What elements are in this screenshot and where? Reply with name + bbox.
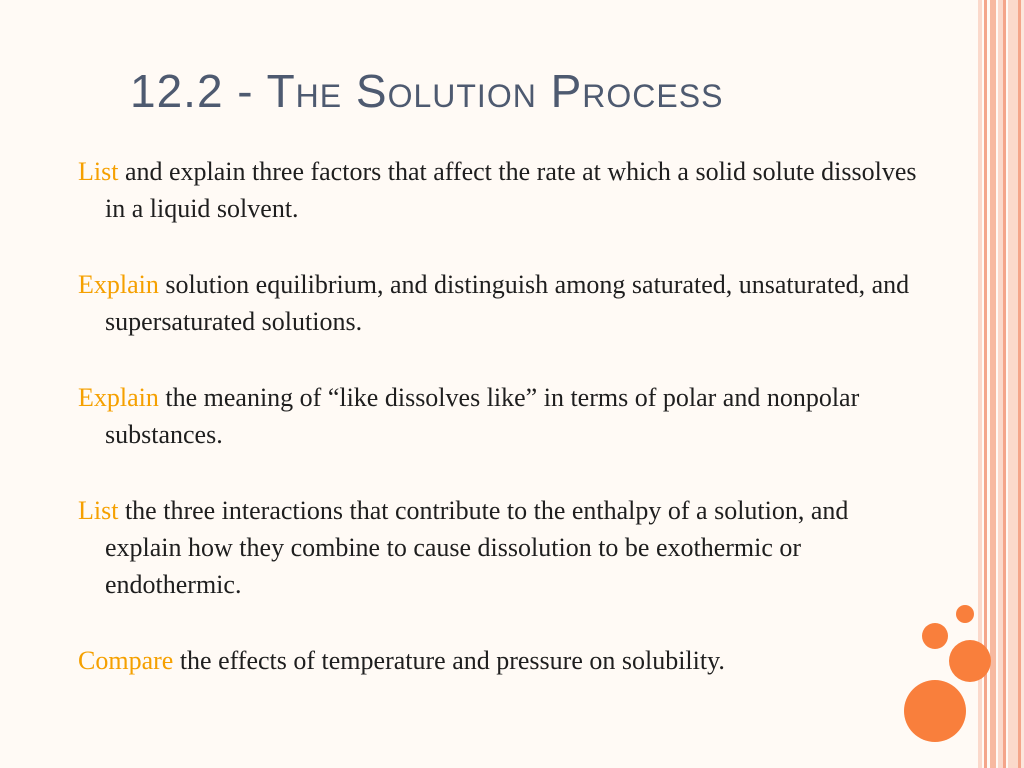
objective-verb: Explain	[78, 383, 159, 412]
objective-verb: Compare	[78, 646, 174, 675]
objective-verb: Explain	[78, 270, 159, 299]
objective-item	[78, 153, 928, 227]
objective-item	[78, 379, 928, 453]
objective-text: the effects of temperature and pressure on solubility.	[173, 646, 725, 675]
objective-item	[78, 642, 928, 679]
objective-text: and explain three factors that affect the rate at which a solid solute dissolves in a liquid solvent.	[105, 157, 917, 223]
objective-verb: List	[78, 496, 119, 525]
dot-circle	[956, 605, 974, 623]
slide-title: 12.2 - The Solution Process	[130, 65, 724, 117]
objective-verb: List	[78, 157, 119, 186]
objective-text: the three interactions that contribute to the enthalpy of a solution, and explain how they combine to cause dissolution to be exothermic or endothermic.	[105, 496, 849, 599]
decorative-stripes	[978, 0, 1024, 768]
objective-item	[78, 492, 928, 603]
stripe	[1008, 0, 1018, 768]
objective-item	[78, 266, 928, 340]
objective-text: solution equilibrium, and distinguish among saturated, unsaturated, and supersaturated solutions.	[105, 270, 910, 336]
objective-text: the meaning of “like dissolves like” in terms of polar and nonpolar substances.	[105, 383, 860, 449]
objectives-list	[78, 153, 928, 718]
